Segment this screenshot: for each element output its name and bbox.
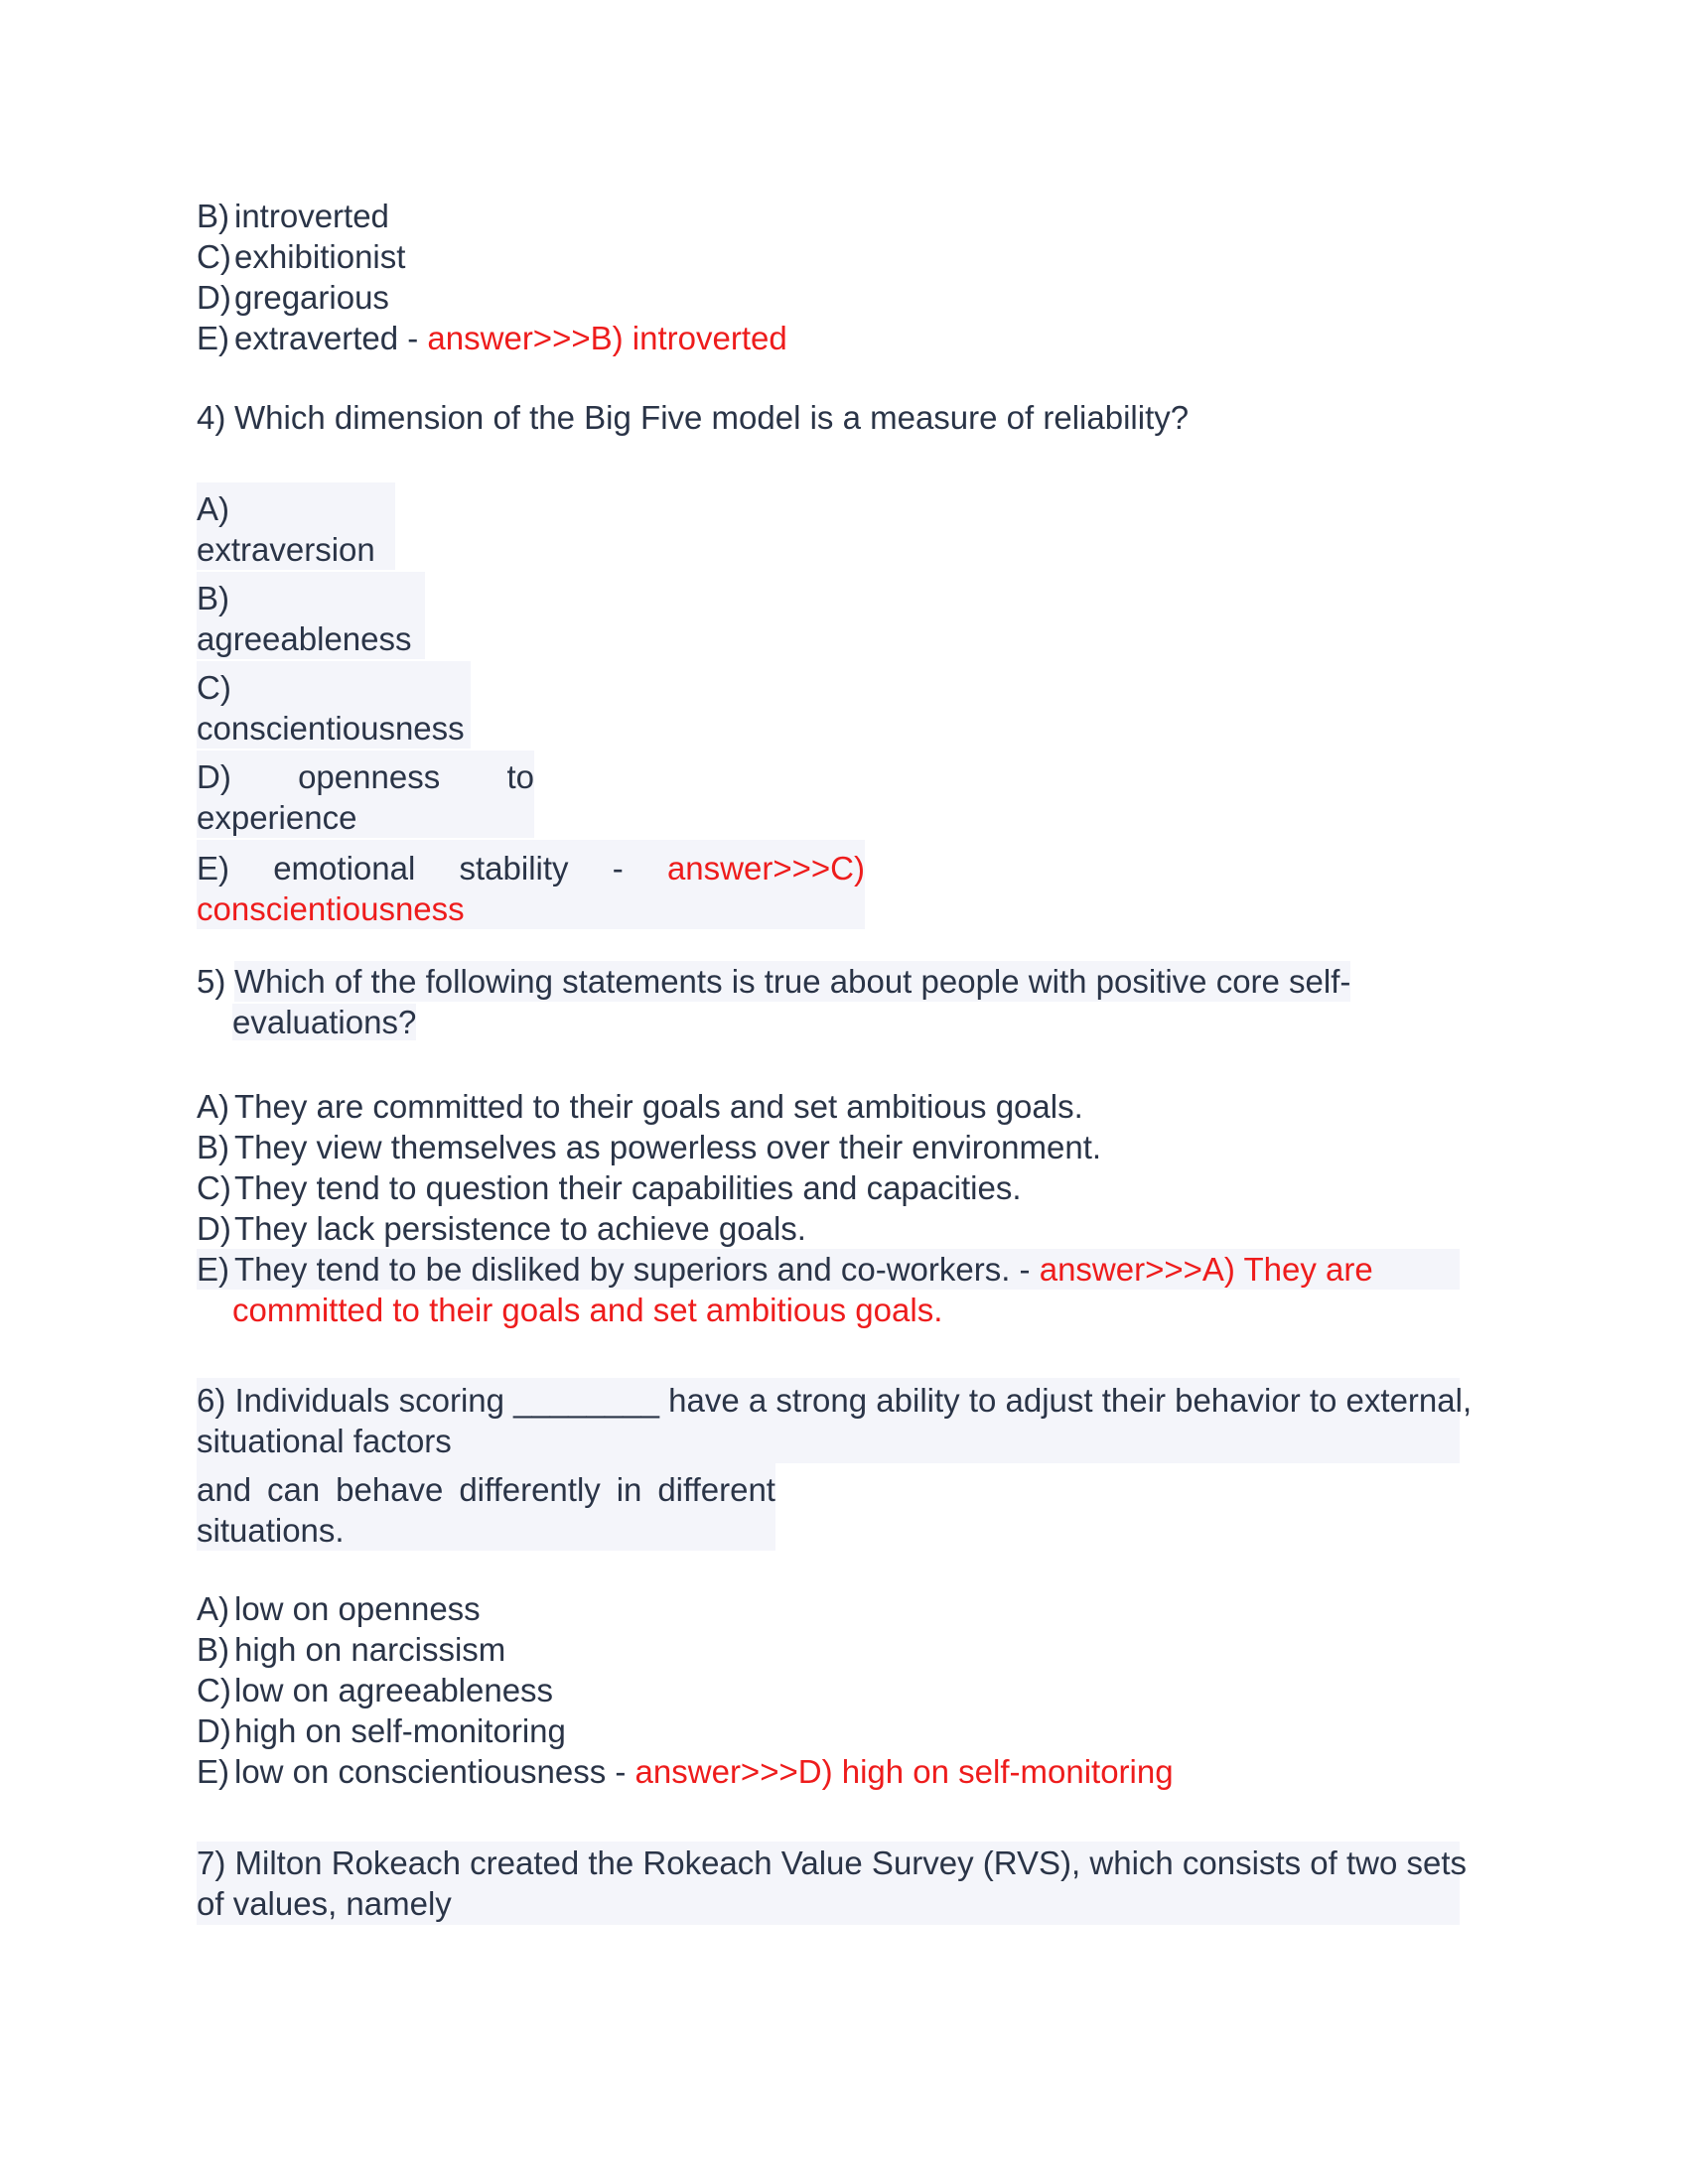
q6-question-continued xyxy=(197,1463,775,1551)
option-text: They lack persistence to achieve goals. xyxy=(234,1210,806,1247)
option-text: high on narcissism xyxy=(234,1631,506,1668)
q6-option-d xyxy=(197,1710,1174,1751)
option-text: agreeableness xyxy=(197,620,412,657)
option-label: D) xyxy=(197,279,231,316)
option-text: They tend to question their capabilities and capacities. xyxy=(234,1169,1022,1206)
q5-answer-continued: committed to their goals and set ambitious goals. xyxy=(232,1292,943,1328)
option-word: openness xyxy=(298,758,441,795)
q7-question xyxy=(197,1842,1468,1925)
question-number: 5) xyxy=(197,963,226,1000)
option-word: - xyxy=(612,850,624,887)
q5-question-line xyxy=(197,961,1350,1002)
q4-answer: answer>>>C) xyxy=(666,850,865,887)
question-word: behave xyxy=(336,1471,444,1508)
q6-question xyxy=(197,1378,1473,1463)
q4-option-a xyxy=(197,482,395,570)
option-label: D) xyxy=(197,1712,231,1749)
option-text: low on agreeableness xyxy=(234,1672,554,1708)
q5-option-d xyxy=(197,1208,1460,1249)
option-label: E) xyxy=(197,1251,229,1288)
option-text: extraversion xyxy=(197,531,375,568)
q6-option-e xyxy=(197,1751,1174,1792)
option-label: B) xyxy=(197,1129,229,1165)
q4-question xyxy=(197,397,1189,438)
q6-option-a xyxy=(197,1588,1174,1629)
option-text: They are committed to their goals and set ambitious goals. xyxy=(234,1088,1083,1125)
option-label: E) xyxy=(197,320,229,356)
option-text: conscientiousness xyxy=(197,710,465,747)
question-text: 7) Milton Rokeach created the Rokeach Value Survey (RVS), which consists of two sets xyxy=(197,1844,1468,1881)
q3-option-b xyxy=(197,196,787,236)
option-word: to xyxy=(506,758,534,795)
option-text: They tend to be disliked by superiors and co-workers. - xyxy=(234,1251,1040,1288)
option-label: C) xyxy=(197,1169,231,1206)
question-text: 6) Individuals scoring ________ have a strong ability to adjust their behavior to external, xyxy=(197,1382,1473,1419)
option-line xyxy=(197,848,865,888)
question-text: Which dimension of the Big Five model is a measure of reliability? xyxy=(234,399,1190,436)
option-text: introverted xyxy=(234,198,389,234)
question-text: Which of the following statements is true about people with positive core self- xyxy=(234,963,1351,1000)
option-label: B) xyxy=(197,1631,229,1668)
q3-answer: answer>>>B) introverted xyxy=(427,320,787,356)
q5-option-b xyxy=(197,1127,1460,1167)
option-label: C) xyxy=(197,238,231,275)
q5-options xyxy=(197,1086,1460,1330)
question-text: situations. xyxy=(197,1512,345,1549)
q6-answer: answer>>>D) high on self-monitoring xyxy=(634,1753,1174,1790)
q6-options xyxy=(197,1588,1174,1792)
option-text: exhibitionist xyxy=(234,238,406,275)
q4-option-b xyxy=(197,572,425,659)
q3-options xyxy=(197,196,787,358)
q6-option-b xyxy=(197,1629,1174,1670)
q6-option-c xyxy=(197,1670,1174,1710)
option-text: high on self-monitoring xyxy=(234,1712,566,1749)
option-text: experience xyxy=(197,799,357,836)
option-label: B) xyxy=(197,198,229,234)
question-text: evaluations? xyxy=(232,1004,417,1040)
option-text: low on conscientiousness - xyxy=(234,1753,635,1790)
q4-option-d xyxy=(197,751,534,838)
q4-option-c xyxy=(197,661,471,749)
question-text-continued xyxy=(197,1002,1350,1042)
option-text: extraverted - xyxy=(234,320,428,356)
option-label: E) xyxy=(197,850,229,887)
question-word: can xyxy=(266,1471,321,1508)
question-number: 4) xyxy=(197,399,226,436)
question-word: differently xyxy=(459,1471,601,1508)
option-label: A) xyxy=(197,490,229,527)
q5-question xyxy=(197,961,1350,1042)
option-text: gregarious xyxy=(234,279,389,316)
question-text-continued: situational factors xyxy=(197,1423,452,1459)
q5-option-e xyxy=(197,1249,1460,1290)
q3-option-c xyxy=(197,236,787,277)
question-line xyxy=(197,1469,775,1510)
option-label: A) xyxy=(197,1088,229,1125)
option-label: D) xyxy=(197,1210,231,1247)
option-word: emotional xyxy=(273,850,416,887)
option-word: stability xyxy=(459,850,569,887)
q4-answer-continued: conscientiousness xyxy=(197,890,465,927)
question-word: different xyxy=(657,1471,775,1508)
q5-option-a xyxy=(197,1086,1460,1127)
q4-question-line xyxy=(197,397,1189,438)
option-label: D) xyxy=(197,758,231,795)
q5-answer: answer>>>A) They are xyxy=(1039,1251,1373,1288)
question-text-continued: of values, namely xyxy=(197,1885,452,1922)
q5-option-c xyxy=(197,1167,1460,1208)
option-line xyxy=(197,756,534,797)
option-label: C) xyxy=(197,669,231,706)
q4-option-e xyxy=(197,840,865,929)
option-text: They view themselves as powerless over their environment. xyxy=(234,1129,1102,1165)
question-word: in xyxy=(616,1471,642,1508)
option-text: low on openness xyxy=(234,1590,481,1627)
question-word: and xyxy=(197,1471,252,1508)
option-label: A) xyxy=(197,1590,229,1627)
option-label: C) xyxy=(197,1672,231,1708)
q3-option-e xyxy=(197,318,787,358)
option-label: B) xyxy=(197,580,229,616)
q3-option-d xyxy=(197,277,787,318)
option-label: E) xyxy=(197,1753,229,1790)
